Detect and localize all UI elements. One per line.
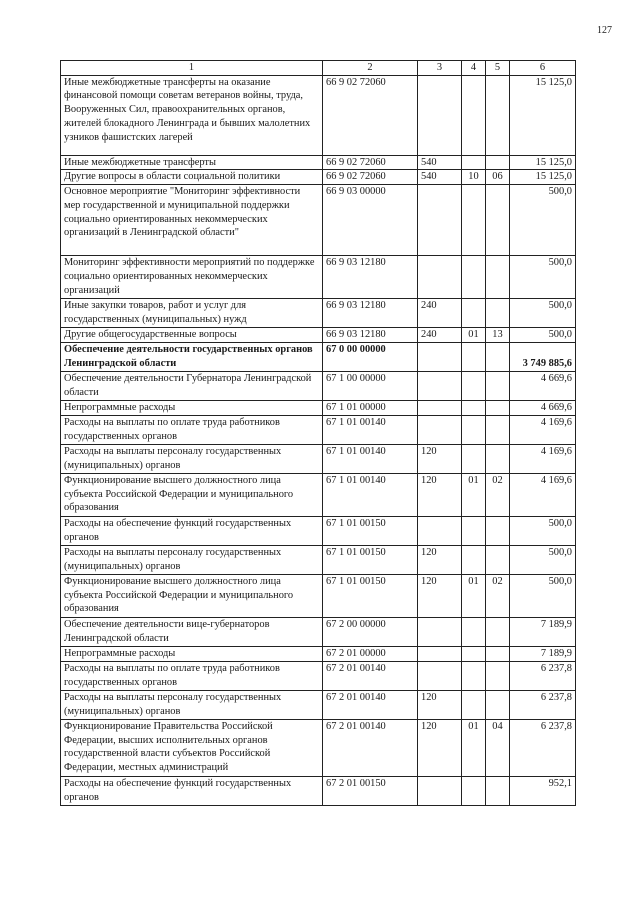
cell-target-code: 66 9 03 00000: [323, 185, 418, 256]
cell-expense-type: [418, 516, 462, 545]
table-row: [61, 371, 576, 400]
cell-section: [462, 444, 486, 473]
cell-subsection: [486, 690, 510, 719]
cell-name: Расходы на выплаты по оплате труда работников государственных органов: [61, 415, 323, 444]
cell-amount: 500,0: [510, 574, 576, 617]
cell-target-code: 67 1 01 00140: [323, 473, 418, 516]
budget-table: [60, 60, 576, 806]
cell-subsection: [486, 661, 510, 690]
cell-subsection: [486, 646, 510, 661]
cell-subsection: [486, 256, 510, 299]
cell-amount: 6 237,8: [510, 690, 576, 719]
cell-name: Другие вопросы в области социальной политики: [61, 170, 323, 185]
cell-target-code: 66 9 02 72060: [323, 170, 418, 185]
cell-section: [462, 415, 486, 444]
table-row: [61, 342, 576, 371]
table-row: [61, 328, 576, 343]
cell-section: [462, 617, 486, 646]
cell-amount: 7 189,9: [510, 646, 576, 661]
cell-expense-type: [418, 75, 462, 155]
cell-section: [462, 400, 486, 415]
cell-subsection: [486, 299, 510, 328]
cell-subsection: [486, 75, 510, 155]
cell-expense-type: 120: [418, 473, 462, 516]
cell-expense-type: 120: [418, 719, 462, 776]
cell-section: 10: [462, 170, 486, 185]
cell-subsection: [486, 185, 510, 256]
cell-amount: 500,0: [510, 545, 576, 574]
cell-name: Функционирование высшего должностного лица субъекта Российской Федерации и муниципального образования: [61, 473, 323, 516]
cell-amount: 500,0: [510, 256, 576, 299]
table-row: [61, 574, 576, 617]
cell-amount: 500,0: [510, 185, 576, 256]
cell-subsection: [486, 400, 510, 415]
cell-target-code: 67 2 01 00140: [323, 690, 418, 719]
cell-target-code: 67 2 01 00000: [323, 646, 418, 661]
cell-amount: 3 749 885,6: [510, 342, 576, 371]
cell-section: [462, 516, 486, 545]
page-number: 127: [597, 25, 612, 36]
cell-name: Основное мероприятие "Мониторинг эффективности мер государственной и муниципальной поддержки социально ориентированных некоммерческих организаций в Ленинградской области": [61, 185, 323, 256]
cell-amount: 952,1: [510, 776, 576, 805]
cell-section: [462, 299, 486, 328]
table-row: [61, 516, 576, 545]
cell-expense-type: [418, 185, 462, 256]
column-header: 5: [486, 61, 510, 76]
cell-target-code: 67 2 01 00140: [323, 661, 418, 690]
cell-section: [462, 690, 486, 719]
table-row: [61, 646, 576, 661]
cell-amount: 6 237,8: [510, 719, 576, 776]
cell-target-code: 67 1 01 00150: [323, 574, 418, 617]
cell-amount: 7 189,9: [510, 617, 576, 646]
cell-section: 01: [462, 328, 486, 343]
cell-target-code: 66 9 02 72060: [323, 155, 418, 170]
cell-target-code: 67 1 01 00000: [323, 400, 418, 415]
cell-name: Иные закупки товаров, работ и услуг для государственных (муниципальных) нужд: [61, 299, 323, 328]
cell-name: Функционирование Правительства Российской Федерации, высших исполнительных органов государственной власти субъектов Российской Федерации, местных администраций: [61, 719, 323, 776]
cell-amount: 15 125,0: [510, 170, 576, 185]
cell-expense-type: 120: [418, 444, 462, 473]
cell-expense-type: 120: [418, 545, 462, 574]
cell-target-code: 66 9 03 12180: [323, 256, 418, 299]
cell-subsection: 02: [486, 574, 510, 617]
cell-name: Расходы на выплаты по оплате труда работников государственных органов: [61, 661, 323, 690]
table-row: [61, 75, 576, 155]
cell-expense-type: [418, 617, 462, 646]
cell-target-code: 66 9 02 72060: [323, 75, 418, 155]
cell-name: Расходы на обеспечение функций государственных органов: [61, 516, 323, 545]
table-header-row: [61, 61, 576, 76]
cell-expense-type: [418, 400, 462, 415]
cell-amount: 15 125,0: [510, 155, 576, 170]
column-header: 1: [61, 61, 323, 76]
cell-name: Другие общегосударственные вопросы: [61, 328, 323, 343]
cell-subsection: [486, 444, 510, 473]
cell-name: Расходы на обеспечение функций государственных органов: [61, 776, 323, 805]
cell-target-code: 67 1 01 00140: [323, 444, 418, 473]
column-header: 6: [510, 61, 576, 76]
cell-section: [462, 155, 486, 170]
cell-amount: 15 125,0: [510, 75, 576, 155]
cell-target-code: 67 1 01 00150: [323, 545, 418, 574]
cell-subsection: 04: [486, 719, 510, 776]
cell-amount: 4 169,6: [510, 444, 576, 473]
cell-expense-type: [418, 371, 462, 400]
table-row: [61, 415, 576, 444]
table-row: [61, 155, 576, 170]
cell-target-code: 66 9 03 12180: [323, 299, 418, 328]
table-row: [61, 299, 576, 328]
cell-amount: 4 169,6: [510, 473, 576, 516]
cell-amount: 6 237,8: [510, 661, 576, 690]
cell-expense-type: 540: [418, 170, 462, 185]
table-row: [61, 690, 576, 719]
cell-section: 01: [462, 574, 486, 617]
cell-amount: 500,0: [510, 328, 576, 343]
cell-expense-type: [418, 661, 462, 690]
cell-section: [462, 185, 486, 256]
table-row: [61, 661, 576, 690]
cell-expense-type: 240: [418, 299, 462, 328]
cell-name: Обеспечение деятельности Губернатора Ленинградской области: [61, 371, 323, 400]
cell-expense-type: [418, 342, 462, 371]
table-row: [61, 719, 576, 776]
cell-name: Непрограммные расходы: [61, 400, 323, 415]
cell-subsection: 02: [486, 473, 510, 516]
cell-target-code: 67 1 01 00140: [323, 415, 418, 444]
cell-section: [462, 342, 486, 371]
cell-expense-type: 240: [418, 328, 462, 343]
cell-expense-type: 120: [418, 574, 462, 617]
cell-section: [462, 75, 486, 155]
cell-name: Функционирование высшего должностного лица субъекта Российской Федерации и муниципального образования: [61, 574, 323, 617]
cell-subsection: [486, 371, 510, 400]
cell-name: Обеспечение деятельности государственных органов Ленинградской области: [61, 342, 323, 371]
cell-section: [462, 545, 486, 574]
cell-name: Расходы на выплаты персоналу государственных (муниципальных) органов: [61, 545, 323, 574]
cell-section: [462, 646, 486, 661]
cell-subsection: [486, 415, 510, 444]
cell-name: Иные межбюджетные трансферты: [61, 155, 323, 170]
table-row: [61, 444, 576, 473]
cell-section: 01: [462, 473, 486, 516]
cell-expense-type: [418, 256, 462, 299]
table-body: [61, 75, 576, 805]
cell-expense-type: 120: [418, 690, 462, 719]
cell-section: [462, 661, 486, 690]
table-row: [61, 185, 576, 256]
cell-target-code: 67 1 01 00150: [323, 516, 418, 545]
cell-amount: 4 169,6: [510, 415, 576, 444]
cell-subsection: 13: [486, 328, 510, 343]
cell-amount: 500,0: [510, 299, 576, 328]
cell-name: Обеспечение деятельности вице-губернаторов Ленинградской области: [61, 617, 323, 646]
cell-target-code: 67 2 00 00000: [323, 617, 418, 646]
cell-target-code: 67 2 01 00140: [323, 719, 418, 776]
cell-amount: 4 669,6: [510, 400, 576, 415]
cell-name: Иные межбюджетные трансферты на оказание финансовой помощи советам ветеранов войны, труда, Вооруженных Сил, правоохранительных органов, жителей блокадного Ленинграда и бывших малолетних узников фашистских лагерей: [61, 75, 323, 155]
cell-target-code: 67 2 01 00150: [323, 776, 418, 805]
table-row: [61, 776, 576, 805]
cell-subsection: [486, 776, 510, 805]
table-row: [61, 170, 576, 185]
cell-section: [462, 371, 486, 400]
cell-expense-type: 540: [418, 155, 462, 170]
cell-target-code: 67 1 00 00000: [323, 371, 418, 400]
cell-subsection: [486, 342, 510, 371]
cell-target-code: 66 9 03 12180: [323, 328, 418, 343]
cell-name: Расходы на выплаты персоналу государственных (муниципальных) органов: [61, 444, 323, 473]
table-row: [61, 617, 576, 646]
cell-section: [462, 256, 486, 299]
table-row: [61, 256, 576, 299]
cell-amount: 4 669,6: [510, 371, 576, 400]
cell-subsection: [486, 516, 510, 545]
cell-subsection: [486, 155, 510, 170]
cell-section: [462, 776, 486, 805]
cell-expense-type: [418, 415, 462, 444]
cell-expense-type: [418, 776, 462, 805]
table-row: [61, 473, 576, 516]
cell-name: Расходы на выплаты персоналу государственных (муниципальных) органов: [61, 690, 323, 719]
table-row: [61, 400, 576, 415]
cell-amount: 500,0: [510, 516, 576, 545]
cell-subsection: [486, 617, 510, 646]
cell-name: Мониторинг эффективности мероприятий по поддержке социально ориентированных некоммерческих организаций: [61, 256, 323, 299]
cell-section: 01: [462, 719, 486, 776]
column-header: 4: [462, 61, 486, 76]
table-row: [61, 545, 576, 574]
cell-subsection: [486, 545, 510, 574]
column-header: 3: [418, 61, 462, 76]
cell-subsection: 06: [486, 170, 510, 185]
cell-name: Непрограммные расходы: [61, 646, 323, 661]
column-header: 2: [323, 61, 418, 76]
cell-target-code: 67 0 00 00000: [323, 342, 418, 371]
cell-expense-type: [418, 646, 462, 661]
